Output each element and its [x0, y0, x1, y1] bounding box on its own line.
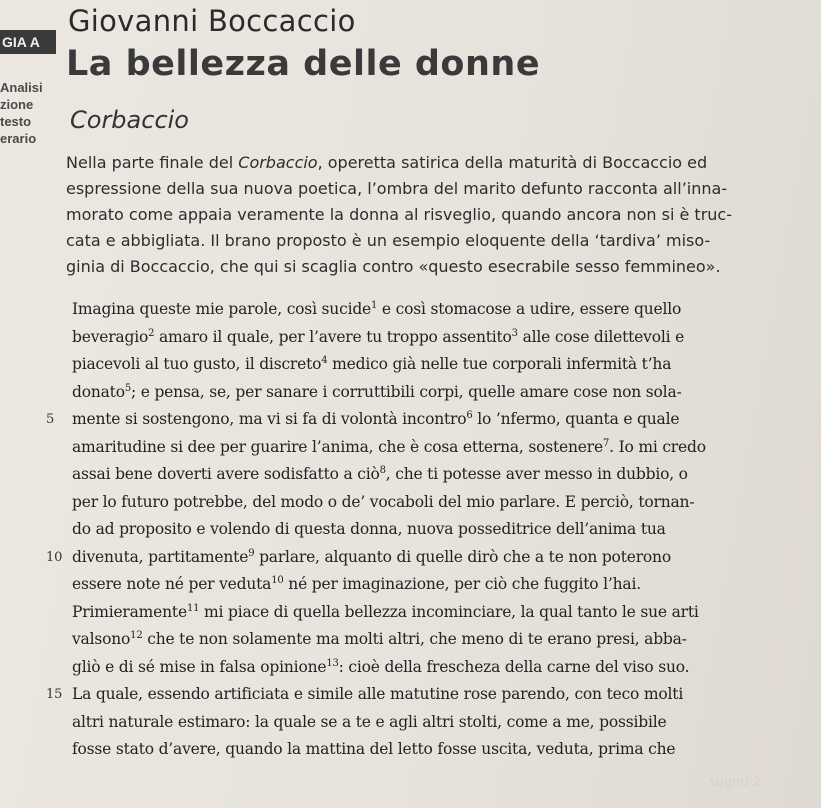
footnote-marker[interactable]: 10	[271, 574, 284, 586]
text-line	[46, 406, 812, 434]
line-number: 10	[46, 549, 63, 565]
text-fragment: lo ’nfermo, quanta e quale	[472, 410, 680, 428]
footnote-marker[interactable]: 3	[511, 327, 518, 339]
sidebar-label-erario: erario	[0, 131, 37, 146]
text-line	[72, 461, 812, 489]
text-fragment: donato	[72, 382, 125, 401]
text-fragment: essere note né per veduta	[72, 575, 272, 593]
page-title: La bellezza delle donne	[66, 44, 541, 84]
text-fragment: valsono	[72, 630, 131, 648]
sidebar-label-testo: testo	[0, 114, 32, 129]
text-line	[72, 351, 812, 379]
text-fragment: gliò e di sé mise in falsa opinione	[72, 657, 327, 676]
text-fragment: altri naturale estimaro: la quale se a te e agli altri stolti, come a me, possibile	[72, 712, 667, 731]
sidebar-label-analisi: Analisi	[0, 80, 43, 95]
text-line	[72, 626, 812, 654]
text-fragment: amaro il quale, per l’avere tu troppo assentito	[154, 327, 512, 346]
text-fragment: e così stomacose a udire, essere quello	[377, 300, 682, 318]
text-line	[72, 599, 812, 627]
text-fragment: do ad proposito e volendo di questa donna, nuova posseditrice dell’anima tua	[72, 520, 666, 538]
text-fragment: né per imaginazione, per ciò che fuggito l’hai.	[283, 575, 641, 593]
text-line	[72, 434, 812, 462]
text-fragment: medico già nelle tue corporali infermità t’ha	[327, 355, 672, 373]
text-fragment: , che ti potesse aver messo in dubbio, o	[385, 465, 688, 483]
text-fragment: alle cose dilettevoli e	[517, 327, 685, 346]
intro-line: ginia di Boccaccio, che qui si scaglia contro «questo esecrabile sesso femmineo».	[66, 257, 721, 276]
text-fragment: mi piace di quella bellezza incominciare, la qual tanto le sue arti	[199, 602, 699, 621]
text-line	[72, 736, 812, 764]
intro-line: espressione della sua nuova poetica, l’ombra del marito defunto racconta all’inna-	[66, 179, 728, 198]
text-fragment: : cioè della frescheza della carne del viso suo.	[338, 657, 690, 676]
footnote-marker[interactable]: 6	[466, 409, 473, 421]
line-number: 15	[46, 687, 63, 702]
text-fragment: La quale, essendo artificiata e simile alle matutine rose parendo, con teco molti	[72, 685, 684, 703]
text-fragment: ; e pensa, se, per sanare i corruttibili corpi, quelle amare cose non sola-	[131, 382, 682, 401]
text-line	[72, 489, 812, 517]
line-number: 5	[46, 412, 55, 427]
footnote-marker[interactable]: 13	[326, 657, 339, 669]
footnote-marker[interactable]: 12	[130, 629, 143, 641]
text-line	[72, 296, 812, 324]
footnote-marker[interactable]: 5	[124, 382, 132, 394]
text-fragment: divenuta, partitamente	[72, 547, 249, 566]
main-text	[46, 296, 812, 764]
watermark: sugnu 2	[708, 775, 761, 790]
footnote-marker[interactable]: 4	[321, 354, 328, 366]
text-fragment: parlare, alquanto di quelle dirò che a te non poterono	[254, 547, 671, 566]
text-line	[72, 516, 812, 544]
text-line	[72, 571, 812, 599]
intro-line: cata e abbigliata. Il brano proposto è un esempio eloquente della ‘tardiva’ miso-	[66, 231, 711, 250]
text-fragment: per lo futuro potrebbe, del modo o de’ vocaboli del mio parlare. E perciò, tornan-	[72, 492, 695, 511]
footnote-marker[interactable]: 11	[186, 602, 200, 614]
sidebar-label-zione: zione	[0, 97, 34, 112]
text-line	[72, 324, 812, 352]
intro-paragraph	[66, 150, 806, 280]
footnote-marker[interactable]: 9	[248, 547, 255, 559]
footnote-marker[interactable]: 7	[602, 437, 610, 449]
text-fragment: Primieramente	[72, 602, 187, 621]
section-tab: GIA A	[0, 30, 56, 54]
text-fragment: amaritudine si dee per guarire l’anima, che è cosa etterna, sostenere	[72, 437, 603, 456]
intro-line: Nella parte finale del Corbaccio, operetta satirica della maturità di Boccaccio ed	[66, 153, 708, 172]
text-line	[46, 544, 812, 572]
intro-line: morato come appaia veramente la donna al risveglio, quando ancora non si è truc-	[66, 205, 732, 224]
text-fragment: fosse stato d’avere, quando la mattina del letto fosse uscita, veduta, prima che	[72, 740, 676, 758]
text-line	[46, 681, 812, 709]
footnote-marker[interactable]: 8	[379, 464, 386, 476]
text-fragment: assai bene doverti avere sodisfatto a ciò	[72, 465, 380, 483]
text-fragment: mente si sostengono, ma vi si fa di volontà incontro	[72, 410, 467, 428]
source-work: Corbaccio	[70, 106, 189, 134]
text-fragment: piacevoli al tuo gusto, il discreto	[72, 355, 322, 373]
text-line	[72, 654, 812, 682]
text-fragment: beveragio	[72, 327, 149, 346]
footnote-marker[interactable]: 2	[148, 327, 155, 339]
text-line	[72, 379, 812, 407]
footnote-marker[interactable]: 1	[371, 299, 378, 311]
text-line	[72, 709, 812, 737]
text-fragment: che te non solamente ma molti altri, che meno di te erano presi, abba-	[142, 630, 687, 648]
author-name: Giovanni Boccaccio	[68, 4, 356, 38]
text-fragment: . Io mi credo	[609, 437, 706, 456]
text-fragment: Imagina queste mie parole, così sucide	[72, 300, 372, 318]
